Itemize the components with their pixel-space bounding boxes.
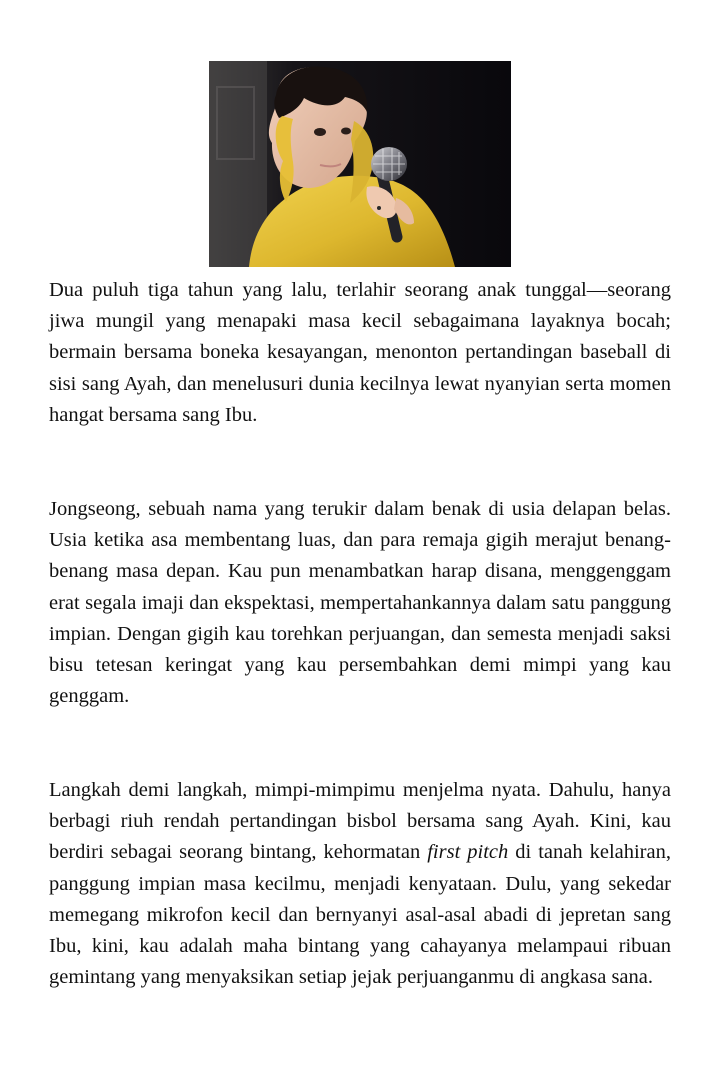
jacket-button xyxy=(377,206,381,210)
paragraph-2: Jongseong, sebuah nama yang terukir dalam benak di usia delapan belas. Usia ketika asa membentang luas, dan para remaja gigih merajut benang-benang masa depan. Kau pun menambatkan harap disana, menggenggam erat segala imaji dan ekspektasi, mempertahankannya dalam satu panggung impian. Dengan gigih kau torehkan perjuangan, dan semesta menjadi saksi bisu tetesan keringat yang kau persembahkan demi mimpi yang kau genggam. xyxy=(49,498,671,708)
child-with-microphone-photo xyxy=(209,61,511,267)
photo-illustration xyxy=(209,61,511,267)
first-pitch-italic: first pitch xyxy=(427,841,509,864)
paragraph-1: Dua puluh tiga tahun yang lalu, terlahir seorang anak tunggal—seorang jiwa mungil yang menapaki masa kecil sebagaimana layaknya bocah; bermain bersama boneka kesayangan, menonton pertandingan baseball di sisi sang Ayah, dan menelusuri dunia kecilnya lewat nyanyian serta momen hangat bersama sang Ibu. xyxy=(49,279,671,426)
right-eye xyxy=(341,128,351,135)
left-eye xyxy=(314,128,326,136)
paragraph-3-text-end: di tanah kelahiran, panggung impian masa kecilmu, menjadi kenyataan. Dulu, yang sekedar memegang mikrofon kecil dan bernyanyi asal-asal abadi di jepretan sang Ibu, kini, kau adalah maha bintang yang cahayanya melampaui ribuan gemintang yang menyaksikan setiap jejak perjuanganmu di angkasa sana. xyxy=(49,841,671,989)
paragraph-3 xyxy=(49,775,671,993)
paragraph-3-text-start: Langkah demi langkah, mimpi-mimpimu menjelma nyata. Dahulu, hanya berbagi riuh rendah pertandingan bisbol bersama sang Ayah. Kini, kau berdiri sebagai seorang bintang, kehormatan xyxy=(49,779,671,864)
